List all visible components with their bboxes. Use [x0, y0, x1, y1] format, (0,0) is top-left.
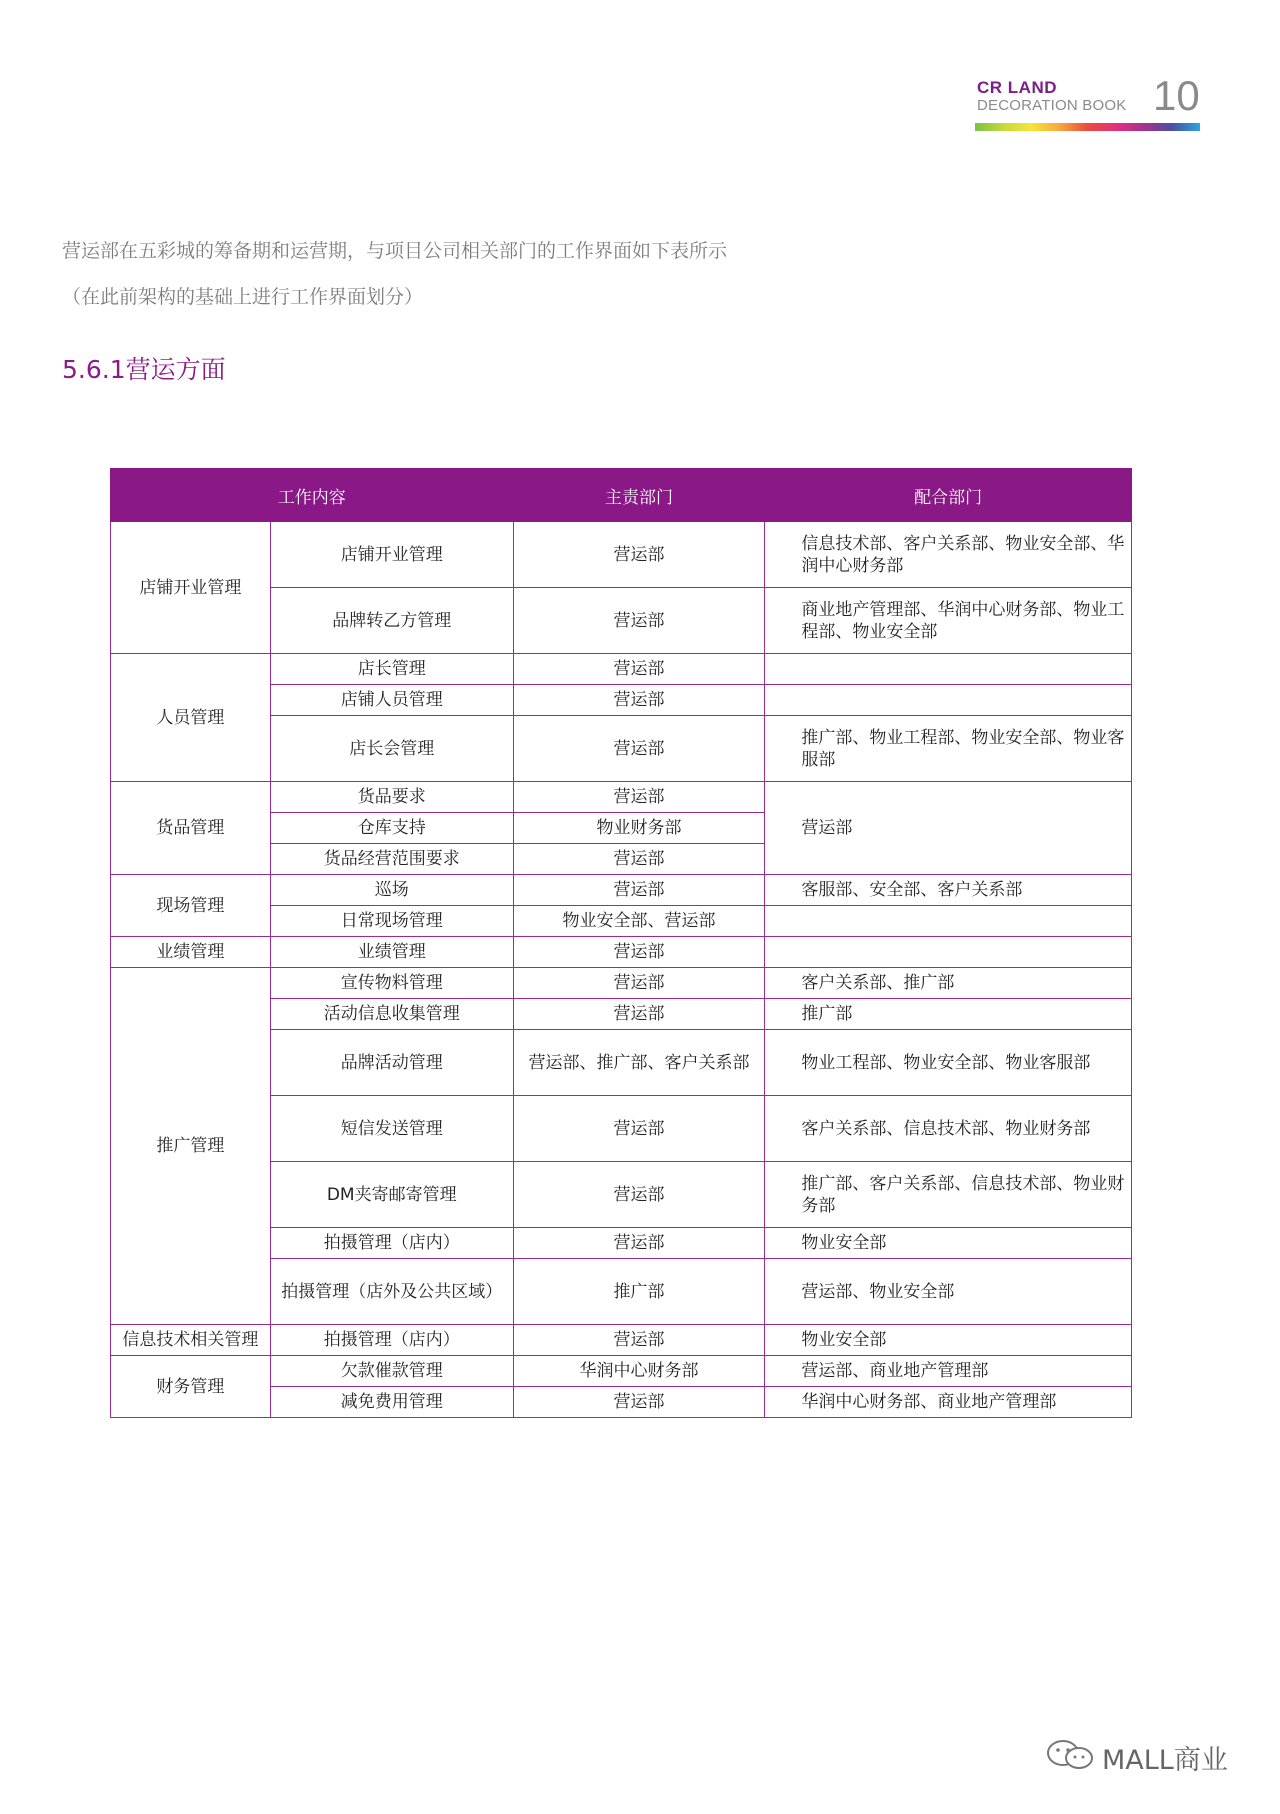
task-cell: 日常现场管理 — [270, 906, 513, 937]
support-cell: 营运部 — [765, 782, 1132, 875]
group-cell: 店铺开业管理 — [111, 522, 271, 654]
header-support-dept: 配合部门 — [765, 469, 1132, 522]
lead-cell: 营运部 — [513, 522, 765, 588]
lead-cell: 推广部 — [513, 1259, 765, 1325]
lead-cell: 营运部 — [513, 685, 765, 716]
task-cell: DM夹寄邮寄管理 — [270, 1162, 513, 1228]
support-cell — [765, 937, 1132, 968]
lead-cell: 物业安全部、营运部 — [513, 906, 765, 937]
support-cell: 商业地产管理部、华润中心财务部、物业工程部、物业安全部 — [765, 588, 1132, 654]
lead-cell: 营运部 — [513, 875, 765, 906]
table-row — [111, 968, 1132, 999]
support-cell: 营运部、物业安全部 — [765, 1259, 1132, 1325]
support-cell: 客户关系部、推广部 — [765, 968, 1132, 999]
task-cell: 拍摄管理（店内） — [270, 1325, 513, 1356]
rainbow-bar — [975, 123, 1200, 131]
intro-text — [62, 228, 727, 320]
support-cell: 信息技术部、客户关系部、物业安全部、华润中心财务部 — [765, 522, 1132, 588]
support-cell: 营运部、商业地产管理部 — [765, 1356, 1132, 1387]
lead-cell: 营运部 — [513, 1096, 765, 1162]
logo-subtitle: DECORATION BOOK — [977, 97, 1127, 114]
task-cell: 减免费用管理 — [270, 1387, 513, 1418]
header-work-content: 工作内容 — [111, 469, 514, 522]
task-cell: 欠款催款管理 — [270, 1356, 513, 1387]
lead-cell: 营运部 — [513, 1162, 765, 1228]
support-cell: 推广部 — [765, 999, 1132, 1030]
header-lead-dept: 主责部门 — [513, 469, 765, 522]
lead-cell: 华润中心财务部 — [513, 1356, 765, 1387]
support-cell — [765, 685, 1132, 716]
support-cell: 推广部、客户关系部、信息技术部、物业财务部 — [765, 1162, 1132, 1228]
task-cell: 店长管理 — [270, 654, 513, 685]
task-cell: 店铺人员管理 — [270, 685, 513, 716]
lead-cell: 营运部 — [513, 716, 765, 782]
group-cell: 业绩管理 — [111, 937, 271, 968]
lead-cell: 营运部 — [513, 1228, 765, 1259]
page-number: 10 — [1153, 72, 1200, 119]
logo-title: CR LAND — [977, 78, 1057, 97]
task-cell: 货品要求 — [270, 782, 513, 813]
task-cell: 业绩管理 — [270, 937, 513, 968]
support-cell: 推广部、物业工程部、物业安全部、物业客服部 — [765, 716, 1132, 782]
support-cell: 客户关系部、信息技术部、物业财务部 — [765, 1096, 1132, 1162]
intro-line-2: （在此前架构的基础上进行工作界面划分） — [62, 286, 424, 308]
task-cell: 货品经营范围要求 — [270, 844, 513, 875]
support-cell — [765, 906, 1132, 937]
lead-cell: 营运部 — [513, 968, 765, 999]
group-cell: 推广管理 — [111, 968, 271, 1325]
table-header-row — [111, 469, 1132, 522]
task-cell: 拍摄管理（店内） — [270, 1228, 513, 1259]
support-cell: 华润中心财务部、商业地产管理部 — [765, 1387, 1132, 1418]
group-cell: 货品管理 — [111, 782, 271, 875]
support-cell: 物业安全部 — [765, 1325, 1132, 1356]
lead-cell: 营运部 — [513, 844, 765, 875]
lead-cell: 营运部 — [513, 1325, 765, 1356]
section-title: 5.6.1营运方面 — [62, 355, 226, 384]
lead-cell: 营运部 — [513, 937, 765, 968]
table-row — [111, 522, 1132, 588]
lead-cell: 营运部、推广部、客户关系部 — [513, 1030, 765, 1096]
task-cell: 拍摄管理（店外及公共区域） — [270, 1259, 513, 1325]
task-cell: 仓库支持 — [270, 813, 513, 844]
task-cell: 品牌活动管理 — [270, 1030, 513, 1096]
watermark-text: MALL商业 — [1102, 1745, 1228, 1776]
work-interface-table — [110, 468, 1132, 1418]
lead-cell: 营运部 — [513, 1387, 765, 1418]
task-cell: 短信发送管理 — [270, 1096, 513, 1162]
cr-land-logo — [975, 72, 1203, 134]
lead-cell: 营运部 — [513, 654, 765, 685]
task-cell: 巡场 — [270, 875, 513, 906]
group-cell: 人员管理 — [111, 654, 271, 782]
task-cell: 活动信息收集管理 — [270, 999, 513, 1030]
lead-cell: 营运部 — [513, 999, 765, 1030]
task-cell: 品牌转乙方管理 — [270, 588, 513, 654]
group-cell: 财务管理 — [111, 1356, 271, 1418]
table-row — [111, 782, 1132, 813]
wechat-icon — [1045, 1738, 1097, 1772]
lead-cell: 营运部 — [513, 782, 765, 813]
group-cell: 现场管理 — [111, 875, 271, 937]
table-row — [111, 654, 1132, 685]
intro-line-1: 营运部在五彩城的筹备期和运营期，与项目公司相关部门的工作界面如下表所示 — [62, 240, 728, 262]
table-row — [111, 875, 1132, 906]
table-row — [111, 1356, 1132, 1387]
lead-cell: 物业财务部 — [513, 813, 765, 844]
group-cell: 信息技术相关管理 — [111, 1325, 271, 1356]
lead-cell: 营运部 — [513, 588, 765, 654]
task-cell: 店铺开业管理 — [270, 522, 513, 588]
task-cell: 宣传物料管理 — [270, 968, 513, 999]
support-cell: 客服部、安全部、客户关系部 — [765, 875, 1132, 906]
task-cell: 店长会管理 — [270, 716, 513, 782]
support-cell: 物业安全部 — [765, 1228, 1132, 1259]
support-cell — [765, 654, 1132, 685]
support-cell: 物业工程部、物业安全部、物业客服部 — [765, 1030, 1132, 1096]
table-row — [111, 1325, 1132, 1356]
table-row — [111, 937, 1132, 968]
